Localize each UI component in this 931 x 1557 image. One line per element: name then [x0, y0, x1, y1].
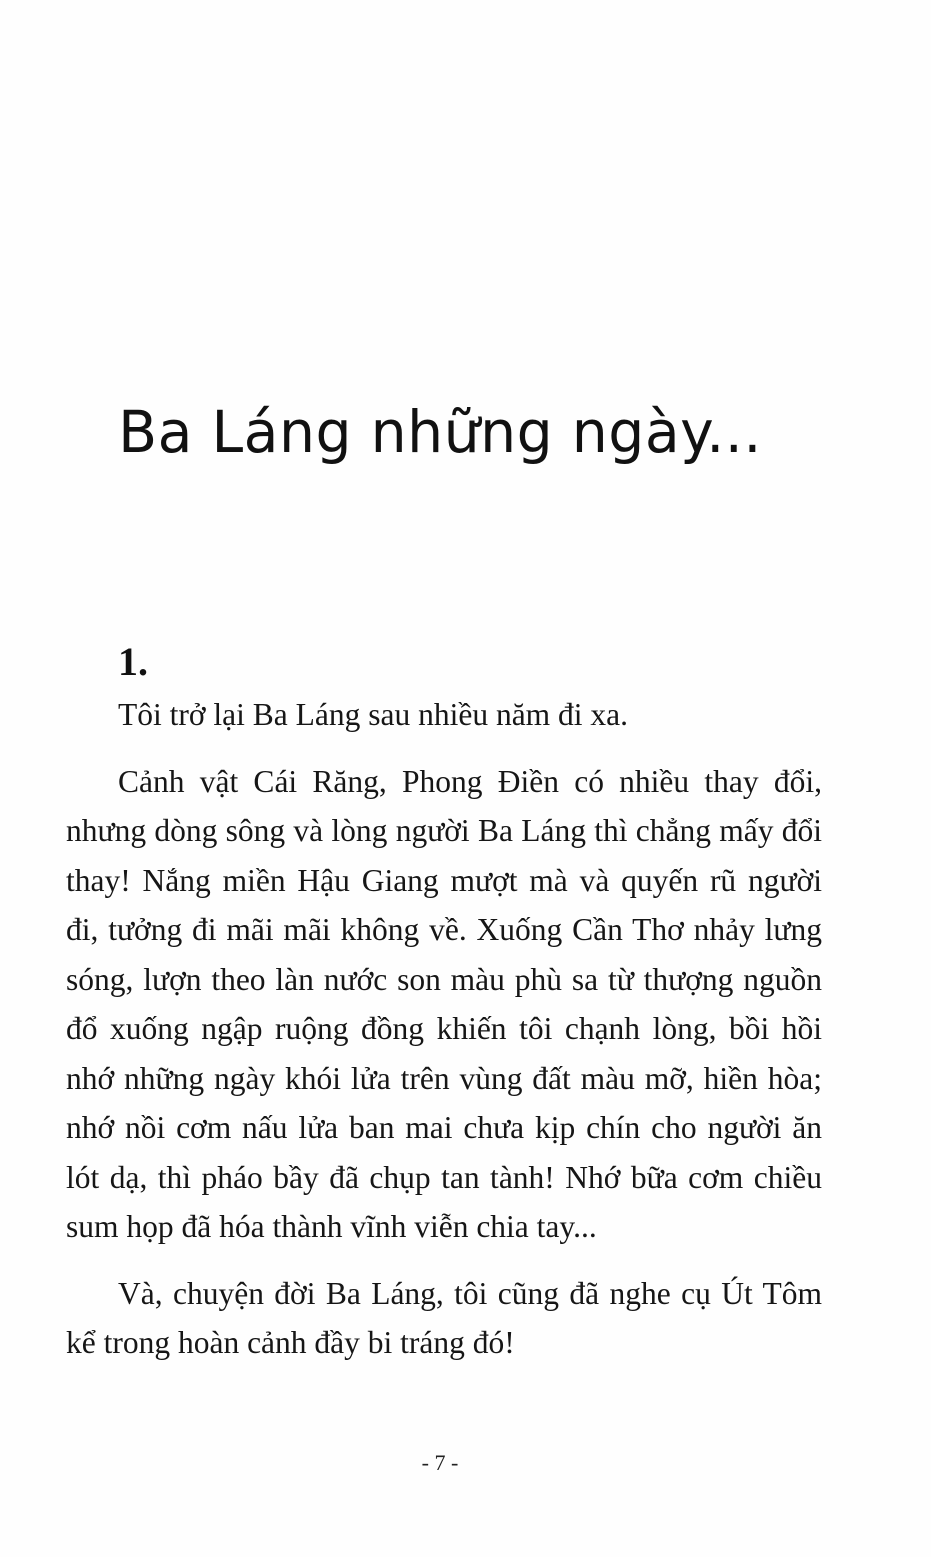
- page-number: - 7 -: [421, 1450, 459, 1475]
- paragraph: Tôi trở lại Ba Láng sau nhiều năm đi xa.: [118, 697, 629, 732]
- body-text: [66, 690, 822, 1385]
- paragraph: Cảnh vật Cái Răng, Phong Điền có nhiều thay đổi, nhưng dòng sông và lòng người Ba Láng thì chẳng mấy đổi thay! Nắng miền Hậu Giang mượt mà và quyến rũ người đi, tưởng đi mãi mãi không về. Xuống Cần Thơ nhảy lưng sóng, lượn theo làn nước son màu phù sa từ thượng nguồn đổ xuống ngập ruộng đồng khiến tôi chạnh lòng, bồi hồi nhớ những ngày khói lửa trên vùng đất màu mỡ, hiền hòa; nhớ nồi cơm nấu lửa ban mai chưa kịp chín cho người ăn lót dạ, thì pháo bầy đã chụp tan tành! Nhớ bữa cơm chiều sum họp đã hóa thành vĩnh viễn chia tay...: [66, 763, 822, 1244]
- paragraph: Và, chuyện đời Ba Láng, tôi cũng đã nghe cụ Út Tôm kể trong hoàn cảnh đầy bi tráng đó!: [66, 1275, 822, 1360]
- section-number: 1.: [118, 639, 148, 684]
- chapter-title: Ba Láng những ngày...: [118, 398, 762, 466]
